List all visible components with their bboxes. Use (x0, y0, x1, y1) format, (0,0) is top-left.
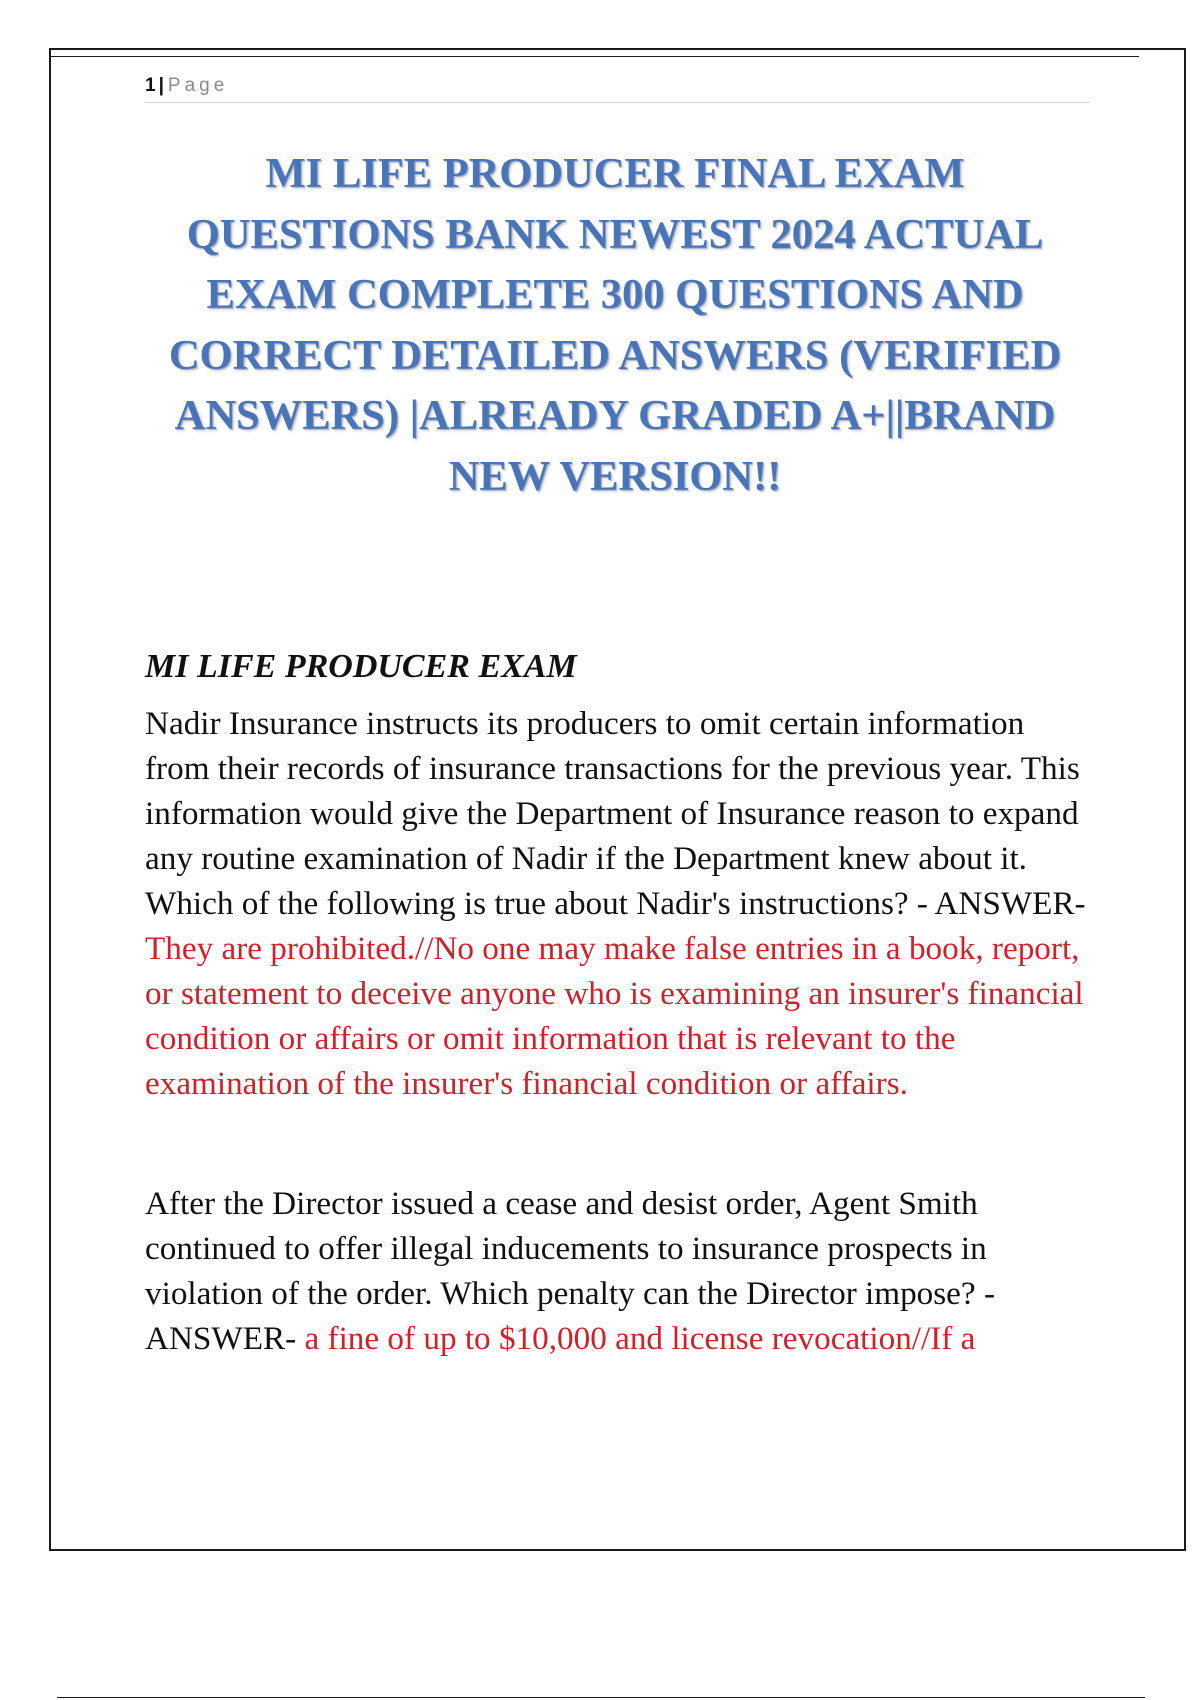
question-block-1 (145, 701, 1090, 1106)
question-block-2 (145, 1181, 1090, 1361)
answer-text: a fine of up to $10,000 and license revocation//If a (304, 1320, 976, 1357)
question-text: Nadir Insurance instructs its producers to omit certain information from their records of insurance transactions for the previous year. This information would give the Department of Insurance reason to expand any routine examination of Nadir if the Department knew about it. Which of the following is true about Nadir's instructions? - ANSWER- (145, 705, 1086, 922)
section-heading: MI LIFE PRODUCER EXAM (145, 648, 577, 685)
page-number: 1 (145, 75, 156, 96)
next-page-top-rule (57, 1697, 1145, 1698)
answer-text: They are prohibited.//No one may make false entries in a book, report, or statement to deceive anyone who is examining an insurer's financial condition or affairs or omit information that is relevant to the examination of the insurer's financial condition or affairs. (145, 930, 1084, 1102)
document-title: MI LIFE PRODUCER FINAL EXAM QUESTIONS BANK NEWEST 2024 ACTUAL EXAM COMPLETE 300 QUESTIONS AND CORRECT DETAILED ANSWERS (VERIFIED ANSWERS) |ALREADY GRADED A+||BRAND NEW VERSION!! (168, 150, 1062, 500)
page-label: Page (167, 75, 229, 96)
page-header-separator: | (158, 75, 164, 96)
page-header (145, 72, 1090, 103)
document-body (145, 646, 1090, 1361)
question-text: After the Director issued a cease and desist order, Agent Smith continued to offer illegal inducements to insurance prospects in violation of the order. Which penalty can the Director impose? - ANSWER- (145, 1185, 995, 1357)
